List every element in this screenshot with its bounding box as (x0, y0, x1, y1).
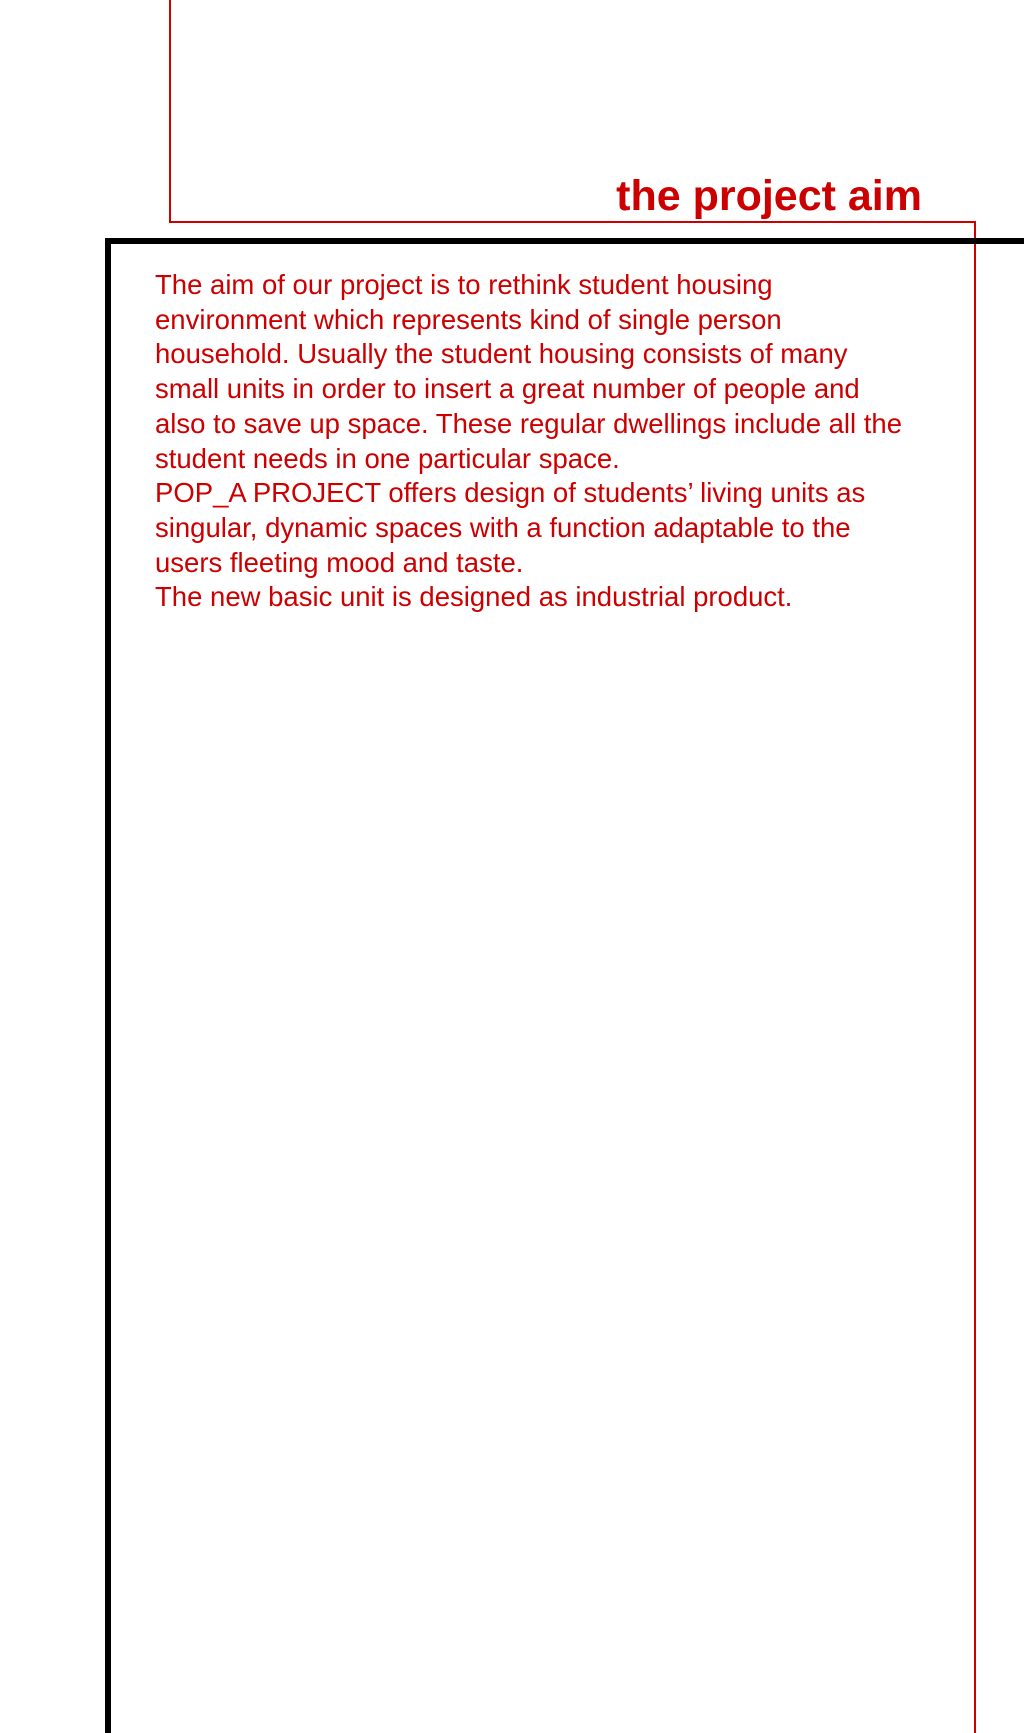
text-line: singular, dynamic spaces with a function adaptable to the (155, 511, 851, 543)
text-line: The new basic unit is designed as industrial product. (155, 581, 793, 613)
text-line: The aim of our project is to rethink student housing (155, 269, 773, 300)
text-line: household. Usually the student housing consists of many (155, 338, 848, 370)
text-line: users fleeting mood and taste. (155, 546, 524, 578)
text-line: POP_A PROJECT offers design of students’ living units as (155, 477, 866, 509)
page-title: the project aim (616, 172, 922, 220)
black-frame-top-line (105, 238, 1024, 244)
red-frame-left-line (169, 0, 171, 222)
text-line: also to save up space. These regular dwellings include all the (155, 407, 903, 439)
red-frame-right-line (974, 221, 976, 1733)
text-line: small units in order to insert a great number of people and (155, 373, 860, 405)
text-line: environment which represents kind of single person (155, 303, 782, 335)
body-paragraph (155, 268, 955, 615)
black-frame-left-line (105, 238, 111, 1733)
text-line: student needs in one particular space. (155, 442, 620, 474)
